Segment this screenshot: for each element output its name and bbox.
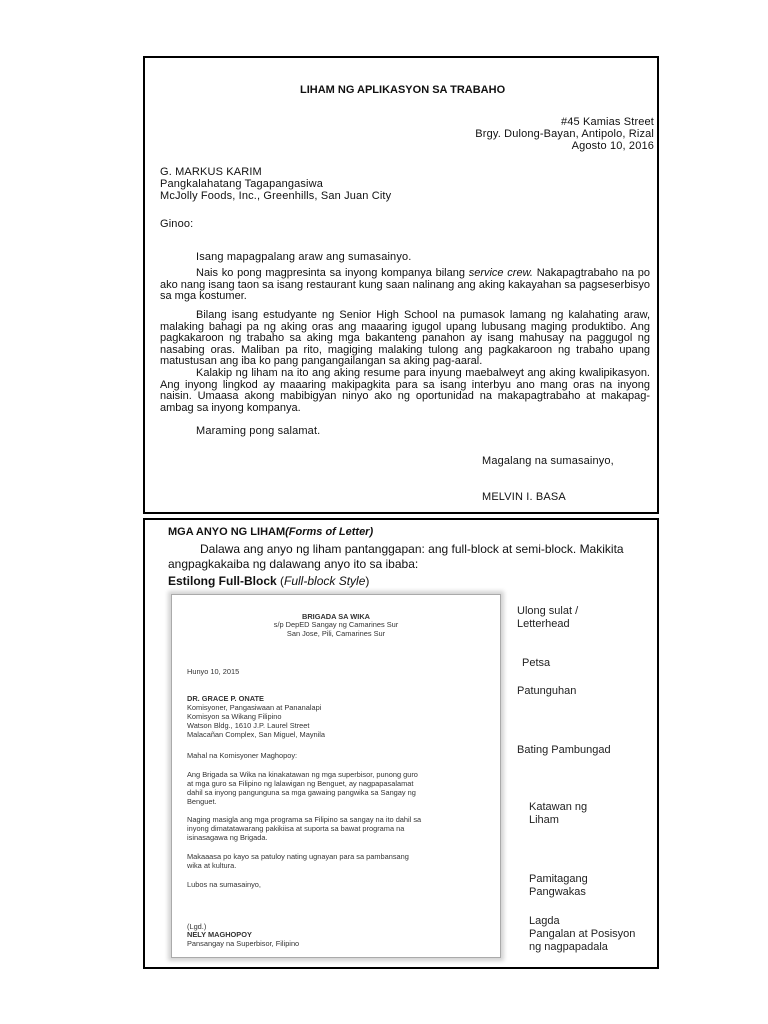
letter-salutation: Ginoo: — [160, 218, 194, 230]
label-lagda: Lagda — [529, 915, 560, 927]
sample-body-line: wika at kultura. — [187, 861, 237, 870]
sample-signer-name: NELY MAGHOPOY — [187, 930, 252, 939]
sample-body-line: inyong dimatatawarang pakikiisa at suporta sa bawat programa na — [187, 824, 405, 833]
section-intro-line-1: Dalawa ang anyo ng liham pantanggapan: ang full-block at semi-block. Makikita — [200, 542, 624, 556]
sample-body-line: dahil sa inyong pangunguna sa mga gawaing pangwika sa Sangay ng — [187, 788, 416, 797]
letter-date: Agosto 10, 2016 — [571, 140, 654, 152]
letter-paragraph-2: Nais ko pong magpresinta sa inyong kompanya bilang service crew. Nakapagtrabaho na po ako nang isang taon sa isang restaurant kung saan nalinang ang aking kakayahan sa pagseserbisyo sa mga kostumer. — [160, 267, 651, 303]
sample-salutation: Mahal na Komisyoner Maghopoy: — [187, 751, 298, 760]
label-petsa: Petsa — [522, 657, 551, 669]
label-letterhead: Ulong sulat / Letterhead — [517, 605, 579, 630]
label-pamitagang: Pamitagang Pangwakas — [529, 873, 588, 898]
sample-recipient-line: Komisyon sa Wikang Filipino — [187, 712, 282, 721]
sample-recipient-line: Malacañan Complex, San Miguel, Maynila — [187, 730, 326, 739]
sample-body-line: Naging masigla ang mga programa sa Filipino sa sangay na ito dahil sa — [187, 815, 422, 824]
sample-letterhead-line-2: San Jose, Pili, Camarines Sur — [286, 629, 386, 638]
letter-paragraph-3: Bilang isang estudyante ng Senior High School na pumasok lamang ng kalahating araw, malaking bahagi pa ng aking oras ang maaaring igugol upang lubusang maging produktibo. Ang pagkakaroon ng trabaho sa aking mga bakanteng panahon ay isang mahusay na paggugol ng nasabing oras. Maliban pa rito, magiging malaking tulong ang pagkakaroon ng trabaho upang matustusan ang iba ko pang pangangailangan sa aking pag-aaral. — [160, 309, 650, 368]
label-katawan: Katawan ng Liham — [529, 801, 588, 826]
sender-street: #45 Kamias Street — [560, 116, 654, 128]
sample-full-block-letter — [171, 594, 501, 958]
recipient-name: G. MARKUS KARIM — [160, 166, 262, 178]
sample-body-line: Ang Brigada sa Wika na kinakatawan ng mga superbisor, punong guro — [187, 770, 418, 779]
sample-recipient-line: Watson Bldg., 1610 J.P. Laurel Street — [187, 721, 310, 730]
label-bating-pambungad: Bating Pambungad — [517, 744, 611, 756]
letter-paragraph-1: Isang mapagpalang araw ang sumasainyo. — [196, 251, 412, 263]
sample-body-line: isinasagawa ng Brigada. — [187, 833, 268, 842]
sample-signature: (Lgd.) — [187, 922, 207, 931]
sample-date: Hunyo 10, 2015 — [187, 667, 240, 676]
sample-recipient-name: DR. GRACE P. ONATE — [187, 694, 264, 703]
sample-body-line: Makaaasa po kayo sa patuloy nating ugnayan para sa pambansang — [187, 852, 409, 861]
letter-paragraph-4: Kalakip ng liham na ito ang aking resume para inyung maebalweyt ang aking kwalipikasyon. Ang inyong lingkod ay maaaring makipagkita para sa isang interbyu ano mang oras na inyong naisin. Umaasa akong mabibigyan ninyo ako ng oportunidad na makapagtrabaho at makapag-ambag sa inyong kompanya. — [160, 367, 650, 414]
letter-thanks: Maraming pong salamat. — [196, 425, 321, 437]
letter-closing: Magalang na sumasainyo, — [482, 455, 614, 467]
sample-letterhead-line-1: s/p DepED Sangay ng Camarines Sur — [273, 620, 399, 629]
label-patunguhan: Patunguhan — [517, 685, 577, 697]
sample-letterhead-org: BRIGADA SA WIKA — [301, 612, 371, 621]
section-title: MGA ANYO NG LIHAM(Forms of Letter) — [168, 526, 374, 538]
sender-barangay: Brgy. Dulong-Bayan, Antipolo, Rizal — [475, 128, 654, 140]
letter-title: LIHAM NG APLIKASYON SA TRABAHO — [300, 84, 506, 96]
sample-closing: Lubos na sumasainyo, — [187, 880, 261, 889]
sample-body-line: at mga guro sa Filipino ng lalawigan ng Benguet, ay nagpapasalamat — [187, 779, 414, 788]
full-block-style-label: Estilong Full-Block (Full-block Style) — [168, 574, 370, 588]
sample-recipient-line: Komisyoner, Pangasiwaan at Pananalapi — [187, 703, 322, 712]
letter-sender-name: MELVIN I. BASA — [482, 491, 566, 503]
sample-signer-title: Pansangay na Superbisor, Filipino — [187, 939, 300, 948]
label-pangalan-posisyon: Pangalan at Posisyon ng nagpapadala — [529, 928, 636, 953]
recipient-company: McJolly Foods, Inc., Greenhills, San Juan City — [160, 190, 392, 202]
sample-body-line: Benguet. — [187, 797, 217, 806]
section-intro-line-2: angpagkakaiba ng dalawang anyo ito sa ibaba: — [168, 557, 419, 571]
recipient-position: Pangkalahatang Tagapangasiwa — [160, 178, 324, 190]
